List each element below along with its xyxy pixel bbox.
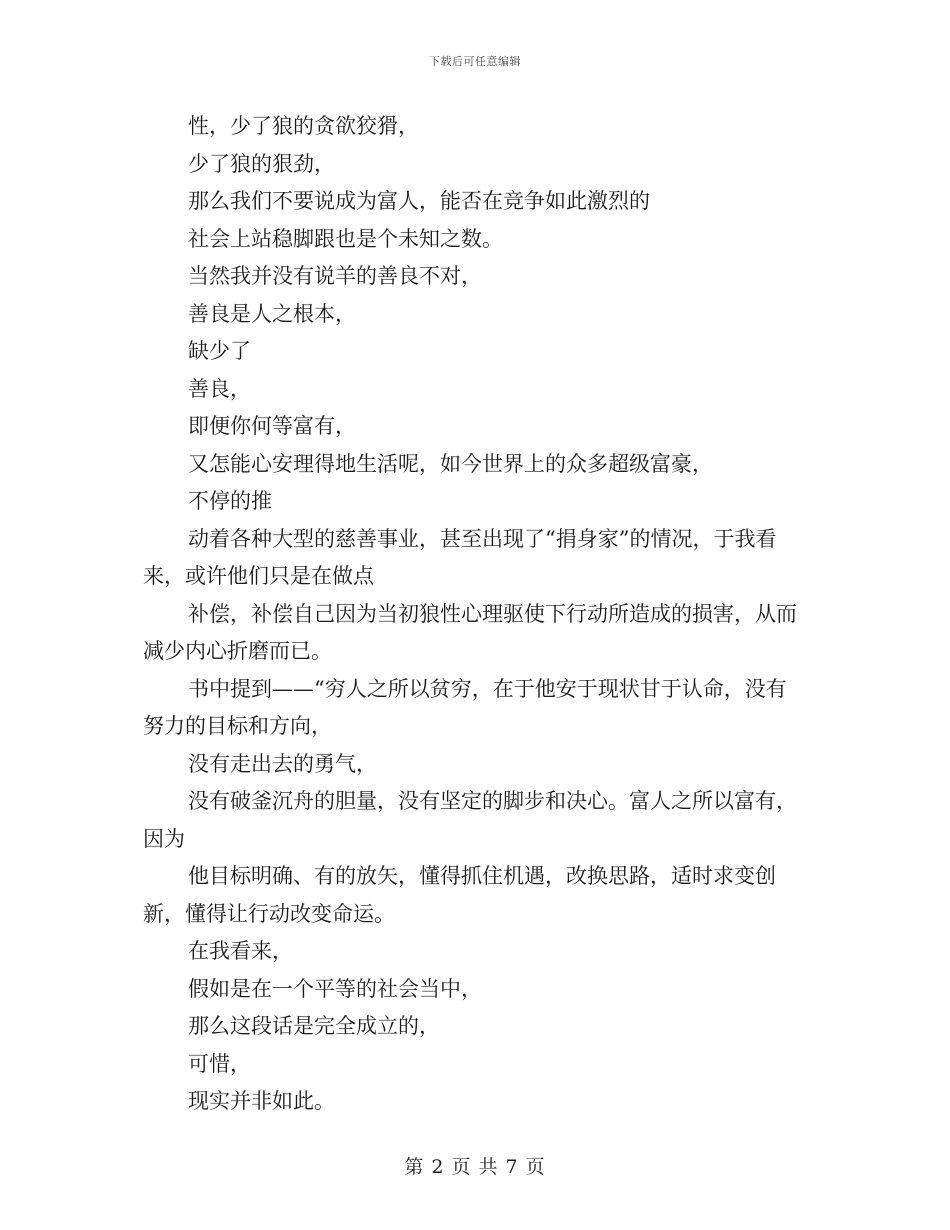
paragraph: 动着各种大型的慈善事业，甚至出现了“捐身家”的情况，于我看来，或许他们只是在做点	[143, 526, 777, 588]
page-number-footer: 第 2 页 共 7 页	[404, 1156, 546, 1178]
paragraph: 那么我们不要说成为富人，能否在竞争如此激烈的	[188, 189, 650, 213]
paragraph: 那么这段话是完全成立的，	[188, 1014, 440, 1038]
paragraph: 假如是在一个平等的社会当中，	[188, 976, 482, 1001]
paragraph: 没有破釜沉舟的胆量，没有坚定的脚步和决心。富人之所以富有，因为	[143, 789, 797, 851]
paragraph: 书中提到——“穷人之所以贫穷，在于他安于现状甘于认命，没有努力的目标和方向，	[143, 676, 787, 738]
paragraph: 又怎能心安理得地生活呢，如今世界上的众多超级富豪，	[188, 451, 713, 476]
paragraph: 没有走出去的勇气，	[188, 751, 377, 776]
paragraph: 性，少了狼的贪欲狡猾，	[188, 114, 419, 138]
paragraph: 即便你何等富有，	[188, 414, 356, 438]
paragraph: 现实并非如此。	[188, 1089, 335, 1113]
paragraph: 补偿，补偿自己因为当初狼性心理驱使下行动所造成的损害，从而减少内心折磨而已。	[143, 601, 797, 663]
paragraph: 缺少了	[188, 339, 251, 363]
page-header: 下载后可任意编辑	[429, 55, 521, 68]
paragraph: 善良是人之根本，	[188, 301, 356, 326]
paragraph: 他目标明确、有的放矢，懂得抓住机遇，改换思路，适时求变创新，懂得让行动改变命运。	[143, 864, 776, 926]
paragraph: 少了狼的狠劲，	[188, 151, 335, 176]
paragraph: 不停的推	[188, 489, 272, 513]
paragraph: 善良，	[188, 376, 251, 401]
paragraph: 在我看来，	[188, 939, 293, 963]
document-body	[143, 108, 807, 1121]
paragraph: 当然我并没有说羊的善良不对，	[188, 264, 482, 288]
paragraph: 社会上站稳脚跟也是个未知之数。	[188, 226, 503, 251]
paragraph: 可惜，	[188, 1051, 251, 1076]
